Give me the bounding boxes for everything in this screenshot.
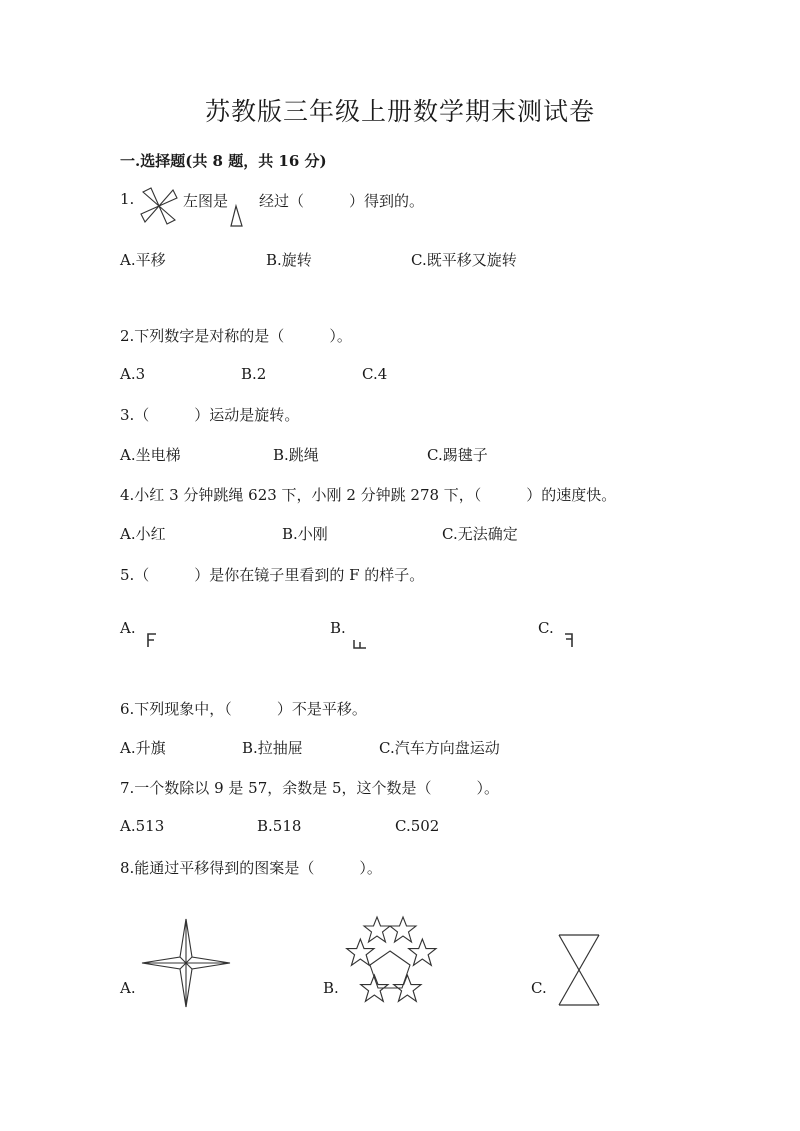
question-3-option-c[interactable]: C.踢毽子	[427, 446, 488, 464]
stars-pentagon-figure	[343, 915, 439, 1009]
question-7-text: 7.一个数除以 9 是 57，余数是 5，这个数是（ ）。	[120, 779, 500, 797]
question-6-option-a[interactable]: A.升旗	[120, 739, 166, 757]
question-5-option-b[interactable]: B.	[330, 619, 346, 637]
question-1-text-before: 左图是	[183, 192, 229, 210]
question-5-option-a[interactable]: A.	[120, 619, 136, 637]
question-1-option-a[interactable]: A.平移	[120, 251, 166, 269]
question-8-option-a[interactable]: A.	[120, 979, 136, 997]
question-1-text-after: 经过（ ）得到的。	[259, 192, 425, 210]
question-8-option-c[interactable]: C.	[531, 979, 547, 997]
section-heading: 一.选择题(共 8 题，共 16 分)	[120, 152, 327, 170]
question-5-text: 5.（ ）是你在镜子里看到的 F 的样子。	[120, 566, 425, 584]
question-7-option-c[interactable]: C.502	[395, 817, 440, 835]
question-2-option-b[interactable]: B.2	[241, 365, 267, 383]
question-2-text: 2.下列数字是对称的是（ ）。	[120, 327, 352, 345]
page-title: 苏教版三年级上册数学期末测试卷	[204, 97, 595, 126]
hourglass-figure	[556, 932, 602, 1008]
four-point-star-figure	[140, 917, 232, 1009]
question-2-option-a[interactable]: A.3	[120, 365, 146, 383]
question-4-option-b[interactable]: B.小刚	[282, 525, 328, 543]
question-3-option-b[interactable]: B.跳绳	[273, 446, 319, 464]
question-4-option-c[interactable]: C.无法确定	[442, 525, 518, 543]
question-4-text: 4.小红 3 分钟跳绳 623 下，小刚 2 分钟跳 278 下，（ ）的速度快。	[120, 486, 617, 504]
question-8-text: 8.能通过平移得到的图案是（ ）。	[120, 859, 382, 877]
letter-f-rotated-figure	[352, 638, 368, 650]
question-6-option-c[interactable]: C.汽车方向盘运动	[379, 739, 500, 757]
question-1-option-c[interactable]: C.既平移又旋转	[411, 251, 517, 269]
pinwheel-figure	[137, 186, 181, 226]
question-6-text: 6.下列现象中，（ ）不是平移。	[120, 700, 367, 718]
question-4-option-a[interactable]: A.小红	[120, 525, 166, 543]
question-8-option-b[interactable]: B.	[323, 979, 339, 997]
question-3-option-a[interactable]: A.坐电梯	[120, 446, 181, 464]
triangle-blade-figure	[229, 204, 245, 228]
question-1-option-b[interactable]: B.旋转	[266, 251, 312, 269]
question-2-option-c[interactable]: C.4	[362, 365, 388, 383]
letter-f-mirrored-figure	[563, 632, 575, 648]
question-7-option-b[interactable]: B.518	[257, 817, 302, 835]
question-1-number: 1.	[120, 190, 135, 208]
question-5-option-c[interactable]: C.	[538, 619, 554, 637]
question-6-option-b[interactable]: B.拉抽屉	[242, 739, 303, 757]
question-7-option-a[interactable]: A.513	[120, 817, 165, 835]
question-3-text: 3.（ ）运动是旋转。	[120, 406, 300, 424]
letter-f-normal-figure	[146, 632, 158, 648]
